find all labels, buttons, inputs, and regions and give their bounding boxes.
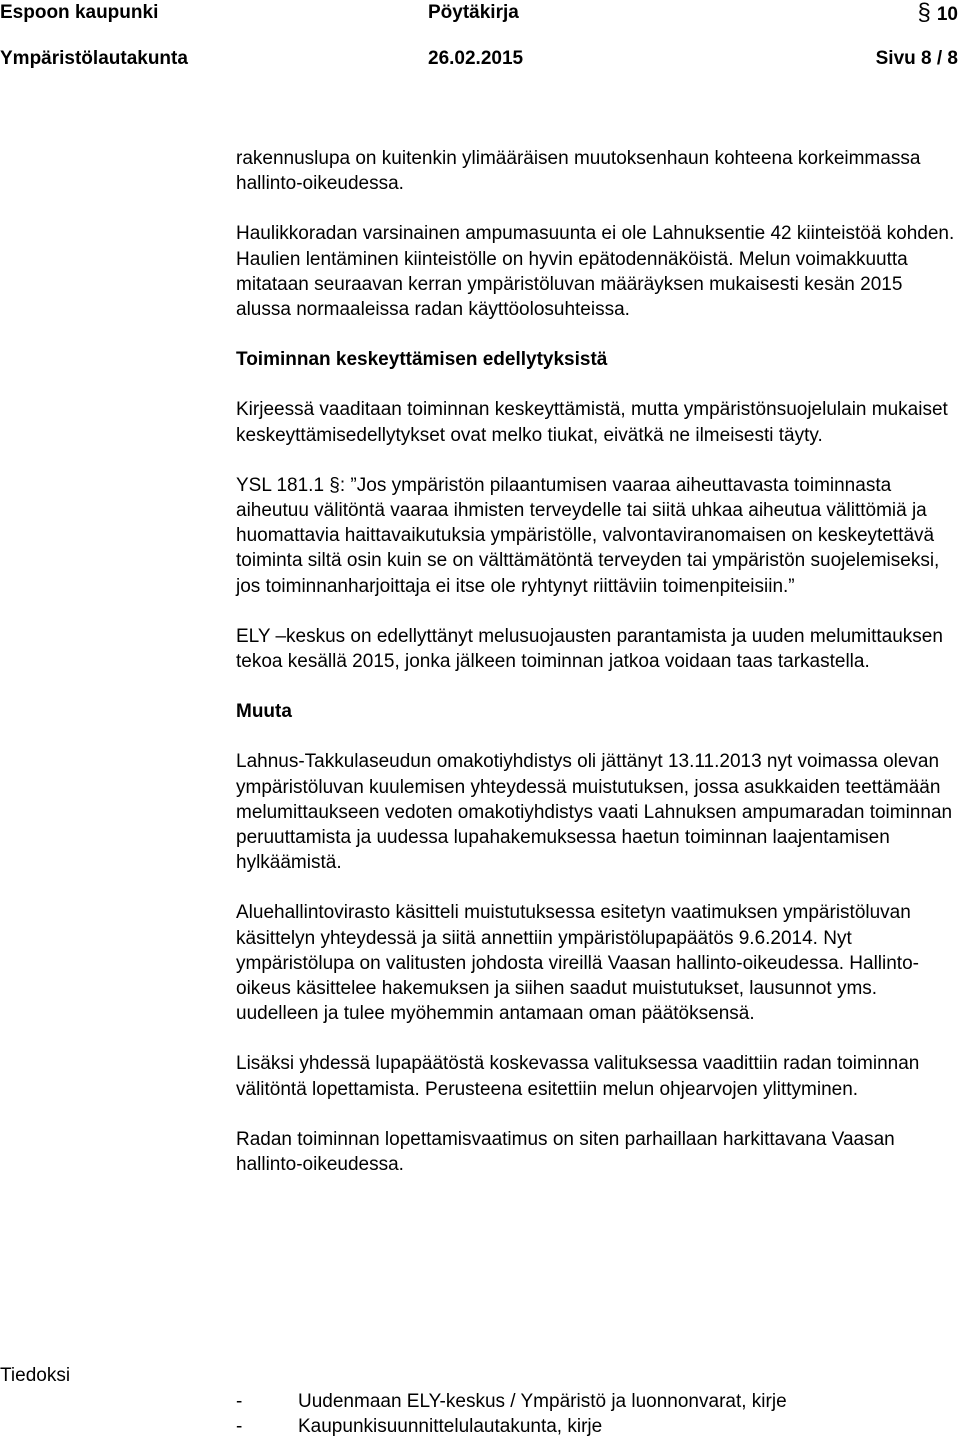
tiedoksi-list — [236, 1389, 956, 1439]
list-item — [236, 1389, 956, 1414]
list-bullet: - — [236, 1391, 243, 1412]
paragraph-ely-requirement: ELY –keskus on edellyttänyt melusuojausten parantamista ja uuden melumittauksen tekoa kesällä 2015, jonka jälkeen toiminnan jatkoa voidaan taas tarkastella. — [236, 625, 943, 673]
page-header — [0, 0, 960, 80]
paragraph-pending-court: Radan toiminnan lopettamisvaatimus on siten parhaillaan harkittavana Vaasan hallinto-oikeudessa. — [236, 1128, 895, 1176]
organization-name: Espoon kaupunki — [0, 2, 159, 23]
header-row-2 — [0, 44, 960, 74]
document-body — [236, 146, 958, 1202]
list-item-text: Uudenmaan ELY-keskus / Ympäristö ja luonnonvarat, kirje — [298, 1391, 787, 1412]
tiedoksi-label: Tiedoksi — [0, 1365, 71, 1386]
paragraph-avi-decision: Aluehallintovirasto käsitteli muistutuksessa esitetyn vaatimuksen ympäristöluvan käsittelyn yhteydessä ja siitä annettiin ympäristölupapäätös 9.6.2014. Nyt ympäristölupa on valitusten johdosta vireillä Vaasan hallinto-oikeudessa. Hallinto-oikeus käsittelee hakemuksen ja siihen saadut muistutukset, lausunnot yms. uudelleen ja tulee myöhemmin antamaan oman päätöksensä. — [236, 902, 919, 1025]
header-row-1 — [0, 0, 960, 28]
list-item — [236, 1414, 956, 1439]
heading-other: Muuta — [236, 701, 292, 723]
heading-suspension-conditions: Toiminnan keskeyttämisen edellytyksistä — [236, 349, 608, 371]
paragraph-homeowners-association: Lahnus-Takkulaseudun omakotiyhdistys oli jättänyt 13.11.2013 nyt voimassa olevan ympäristöluvan kuulemisen yhteydessä muistutuksen, jossa asukkaiden teettämään melumittaukseen vedoten omakotiyhdistys vaati Lahnuksen ampumaradan toiminnan peruuttamista ja uudessa lupahakemuksessa haetun toiminnan laajentamisen hylkäämistä. — [236, 751, 953, 874]
section-symbol: § — [917, 0, 931, 26]
section-reference — [918, 0, 959, 30]
page-number: Sivu 8 / 8 — [875, 48, 958, 69]
paragraph-building-permit: rakennuslupa on kuitenkin ylimääräisen muutoksenhaun kohteena korkeimmassa hallinto-oikeudessa. — [236, 148, 921, 195]
committee-name: Ympäristölautakunta — [0, 48, 188, 69]
paragraph-suspension-demand: Kirjeessä vaaditaan toiminnan keskeyttämistä, mutta ympäristönsuojelulain mukaiset keskeyttämisedellytykset ovat melko tiukat, eivätkä ne ilmeisesti täyty. — [236, 399, 948, 446]
meeting-date: 26.02.2015 — [428, 48, 524, 69]
list-bullet: - — [236, 1416, 243, 1437]
paragraph-ysl-quote: YSL 181.1 §: ”Jos ympäristön pilaantumisen vaaraa aiheuttavasta toiminnasta aiheutuu välitöntä vaaraa ihmisten terveydelle tai siitä uhkaa aiheutua välittömiä ja huomattavia haittavaikutuksia ympäristölle, valvontaviranomaisen on keskeytettävä toiminta siltä osin kuin se on välttämätöntä terveyden tai ympäristön suojelemiseksi, jos toiminnanharjoittaja ei itse ole ryhtynyt riittäviin toimenpiteisiin.” — [236, 474, 940, 597]
section-number: 10 — [936, 4, 958, 25]
paragraph-shooting-direction: Haulikkoradan varsinainen ampumasuunta ei ole Lahnuksentie 42 kiinteistöä kohden. Haulien lentäminen kiinteistölle on hyvin epätodennäköistä. Melun voimakkuutta mitataan seuraavan kerran ympäristöluvan määräyksen mukaisesti kesän 2015 alussa normaaleissa radan käyttöolosuhteissa. — [236, 223, 955, 321]
list-item-text: Kaupunkisuunnittelulautakunta, kirje — [298, 1416, 603, 1437]
paragraph-appeal: Lisäksi yhdessä lupapäätöstä koskevassa valituksessa vaadittiin radan toiminnan välitöntä lopettamista. Perusteena esitettiin melun ohjearvojen ylittyminen. — [236, 1053, 920, 1100]
document-type: Pöytäkirja — [428, 2, 519, 23]
